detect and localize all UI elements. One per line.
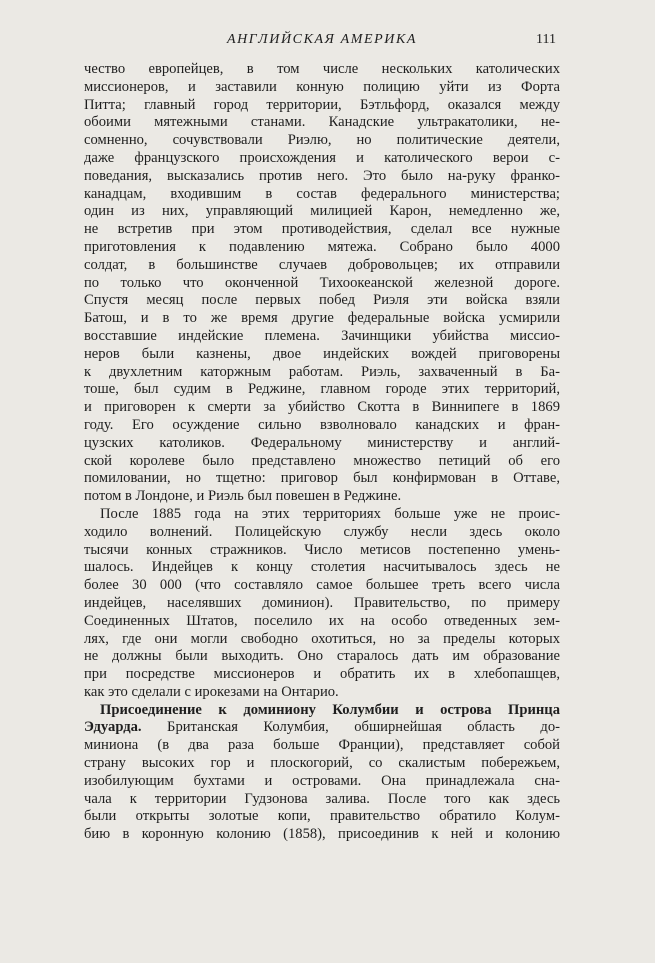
text-line: [84, 292, 560, 310]
text-line: [84, 417, 560, 435]
text-line: [84, 203, 560, 221]
text-line: [84, 791, 560, 809]
line-text: ской королеве было представлено множество петиций об его: [84, 452, 560, 469]
text-line: [84, 773, 560, 791]
line-text: сомненно, сочувствовали Риэлю, но политические деятели,: [84, 132, 560, 149]
line-text: Питта; главный город территории, Бэтльфорд, оказался между: [84, 96, 560, 113]
text-line: [84, 257, 560, 275]
line-text: более 30 000 (что составляло самое большее треть всего числа: [84, 577, 560, 594]
text-line: [84, 346, 560, 364]
text-line: [84, 808, 560, 826]
text-line: [84, 559, 560, 577]
text-line: [84, 381, 560, 399]
text-line: [84, 310, 560, 328]
text-line: [84, 239, 560, 257]
line-text: миссионеров, и заставили конную полицию уйти из Форта: [84, 78, 560, 95]
text-line: [84, 488, 560, 506]
line-text: были открыты золотые копи, правительство обратило Колум-: [84, 808, 560, 825]
text-line: [84, 114, 560, 132]
text-line: [84, 364, 560, 382]
line-text: канадцам, входившим в состав федерального министерства;: [84, 185, 560, 202]
line-text: ходило волнений. Полицейскую службу несли здесь около: [84, 523, 560, 540]
text-line: [84, 399, 560, 417]
text-line: [84, 79, 560, 97]
section-heading: Эдуарда.: [84, 719, 142, 736]
text-line: [84, 61, 560, 79]
line-text: потом в Лондоне, и Риэль был повешен в Реджине.: [84, 488, 402, 505]
line-text: бию в коронную колонию (1858), присоединив к ней и колонию: [84, 826, 560, 843]
line-text: После 1885 года на этих территориях больше уже не проис-: [100, 505, 560, 522]
line-text: Батош, и в то же время другие федеральные войска усмирили: [84, 310, 560, 327]
text-line: [84, 577, 560, 595]
line-text: году. Его осуждение сильно взволновало канадских и фран-: [84, 416, 560, 433]
text-line: [84, 132, 560, 150]
line-text: при посредстве миссионеров и обратить их в хлебопашцев,: [84, 666, 560, 683]
line-text: один из них, управляющий милицией Карон, немедленно же,: [84, 203, 560, 220]
text-line: [84, 168, 560, 186]
line-text: и приговорен к смерти за убийство Скотта в Виннипеге в 1869: [84, 399, 560, 416]
text-line: [84, 826, 560, 844]
text-line: [84, 150, 560, 168]
text-line: [84, 737, 560, 755]
line-text: солдат, в большинстве случаев добровольцев; их отправили: [84, 256, 560, 273]
text-line: [84, 755, 560, 773]
line-text: Соединенных Штатов, поселило их на особо отведенных зем-: [84, 612, 560, 629]
text-line: [84, 453, 560, 471]
text-line: [84, 719, 560, 737]
line-text: миниона (в два раза больше Франции), представляет собой: [84, 737, 560, 754]
line-text: как это сделали с ирокезами на Онтарио.: [84, 683, 339, 700]
text-line: [84, 275, 560, 293]
line-text: тоше, был судим в Реджине, главном городе этих территорий,: [84, 381, 560, 398]
line-text: тысячи конных стражников. Число метисов постепенно умень-: [84, 541, 560, 558]
text-line: [84, 435, 560, 453]
line-text: Спустя месяц после первых побед Риэля эти войска взяли: [84, 292, 560, 309]
line-text: шалось. Индейцев к концу столетия насчитывалось здесь не: [84, 559, 560, 576]
text-line: [84, 186, 560, 204]
line-text: не должны были выходить. Оно старалось дать им образование: [84, 648, 560, 665]
line-text: Британская Колумбия, обширнейшая область до-: [141, 719, 560, 736]
line-text: чала к территории Гудзонова залива. После того как здесь: [84, 790, 560, 807]
line-text: даже французского происхождения и католического верои с-: [84, 149, 560, 166]
line-text: по только что оконченной Тихоокеанской железной дороге.: [84, 274, 560, 291]
section-heading: Присоединение к доминиону Колумбии и острова Принца: [100, 701, 560, 718]
text-line: [84, 542, 560, 560]
line-text: лях, где они могли свободно охотиться, но за пределы которых: [84, 630, 560, 647]
text-line: [84, 631, 560, 649]
text-line: [84, 648, 560, 666]
text-line: [84, 684, 560, 702]
line-text: страну высоких гор и плоскогорий, со скалистым побережьем,: [84, 755, 560, 772]
line-text: обоими мятежными станами. Канадские ультракатолики, не-: [84, 114, 560, 131]
text-line: [84, 702, 560, 720]
line-text: цузских католиков. Федеральному министерству и англий-: [84, 434, 560, 451]
line-text: поведания, высказались против него. Это было на-руку франко-: [84, 167, 560, 184]
line-text: не встретив при этом противодействия, сделал все нужные: [84, 221, 560, 238]
line-text: чество европейцев, в том числе нескольких католических: [84, 61, 560, 77]
text-line: [84, 666, 560, 684]
line-text: неров были казнены, двое индейских вождей приговорены: [84, 345, 560, 362]
line-text: помиловании, но тщетно: приговор был конфирмован в Оттаве,: [84, 470, 560, 487]
text-line: [84, 97, 560, 115]
running-title: АНГЛИЙСКАЯ АМЕРИКА: [226, 32, 418, 47]
line-text: изобилующим бухтами и островами. Она принадлежала сна-: [84, 772, 560, 789]
page-number: 111: [536, 32, 556, 47]
text-line: [84, 470, 560, 488]
page-body-text: [84, 61, 560, 844]
text-line: [84, 506, 560, 524]
text-line: [84, 221, 560, 239]
text-line: [84, 613, 560, 631]
text-line: [84, 524, 560, 542]
text-line: [84, 595, 560, 613]
line-text: к двухлетним каторжным работам. Риэль, захваченный в Ба-: [84, 363, 560, 380]
text-line: [84, 328, 560, 346]
line-text: приготовления к подавлению мятежа. Собрано было 4000: [84, 238, 560, 255]
running-header: [84, 32, 560, 52]
line-text: индейцев, населявших доминион). Правительство, по примеру: [84, 594, 560, 611]
line-text: восставшие индейские племена. Зачинщики убийства миссио-: [84, 327, 560, 344]
